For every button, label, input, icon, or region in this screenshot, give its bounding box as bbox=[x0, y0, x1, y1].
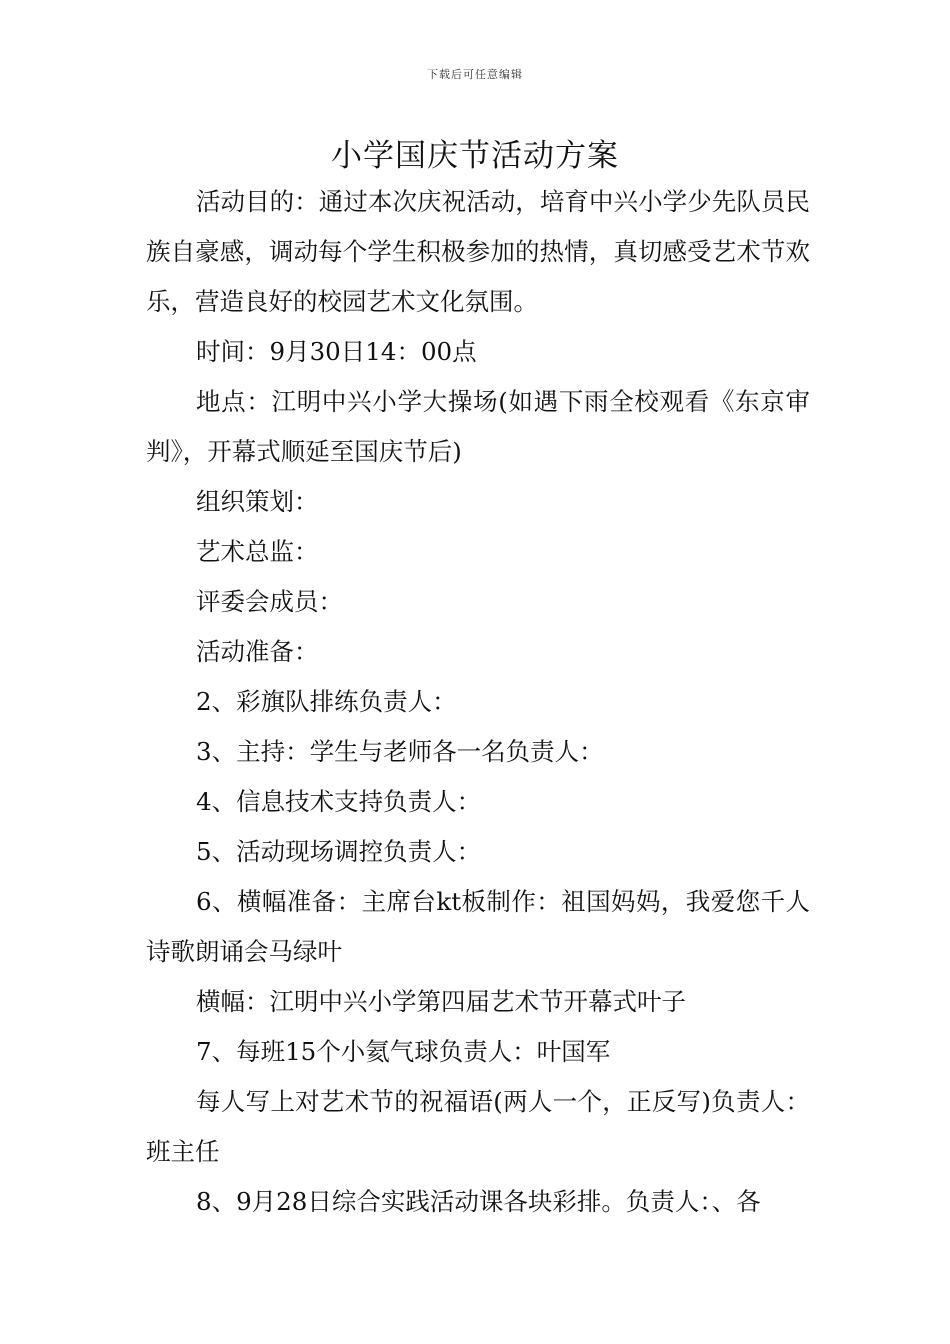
paragraph-time: 时间：9月30日14：00点 bbox=[196, 337, 477, 366]
paragraph-preparation: 活动准备： bbox=[196, 637, 319, 666]
paragraph-purpose: 活动目的：通过本次庆祝活动，培育中兴小学少先队员民族自豪感，调动每个学生积极参加的热情，真切感受艺术节欢乐，营造良好的校园艺术文化氛围。 bbox=[146, 187, 810, 316]
paragraph-art-director: 艺术总监： bbox=[196, 537, 319, 566]
paragraph-item-2: 2、彩旗队排练负责人： bbox=[196, 687, 457, 716]
paragraph-item-3: 3、主持：学生与老师各一名负责人： bbox=[196, 737, 604, 766]
paragraph-item-4: 4、信息技术支持负责人： bbox=[196, 787, 482, 816]
paragraph-location: 地点：江明中兴小学大操场(如遇下雨全校观看《东京审判》，开幕式顺延至国庆节后) bbox=[146, 387, 810, 466]
paragraph-item-7: 7、每班15个小氦气球负责人：叶国军 bbox=[196, 1037, 611, 1066]
paragraph-wishes: 每人写上对艺术节的祝福语(两人一个，正反写)负责人：班主任 bbox=[146, 1087, 810, 1166]
paragraph-judges: 评委会成员： bbox=[196, 587, 343, 616]
document-title: 小学国庆节活动方案 bbox=[331, 138, 619, 174]
paragraph-item-6: 6、横幅准备：主席台kt板制作：祖国妈妈，我爱您千人诗歌朗诵会马绿叶 bbox=[146, 887, 810, 966]
header-note: 下载后可任意编辑 bbox=[427, 68, 523, 81]
paragraph-organizer: 组织策划： bbox=[196, 487, 319, 516]
paragraph-item-8: 8、9月28日综合实践活动课各块彩排。负责人：、各 bbox=[196, 1187, 761, 1216]
paragraph-banner: 横幅：江明中兴小学第四届艺术节开幕式叶子 bbox=[196, 987, 686, 1016]
document-body bbox=[146, 177, 810, 1227]
paragraph-item-5: 5、活动现场调控负责人： bbox=[196, 837, 482, 866]
